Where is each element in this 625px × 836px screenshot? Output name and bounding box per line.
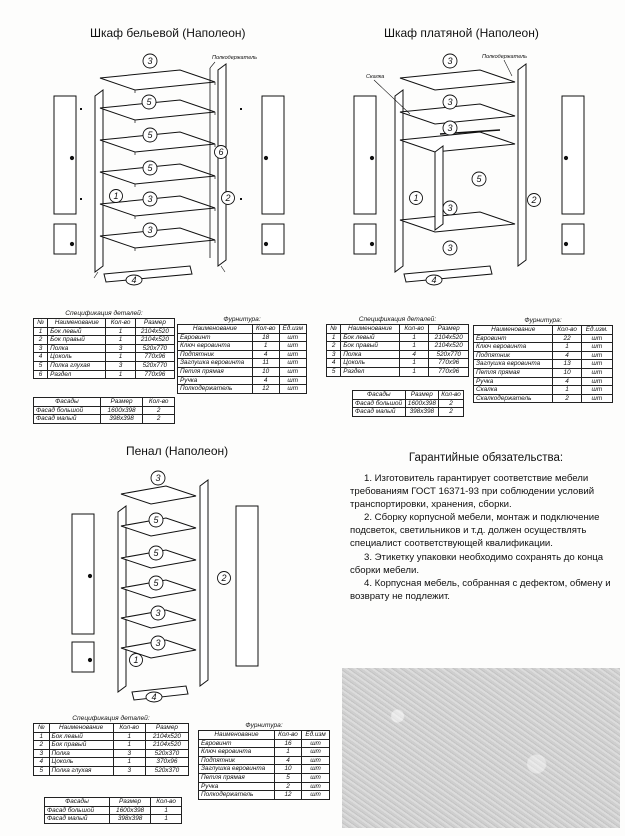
table-cell: 12 [252, 385, 279, 394]
penal-facades-table [44, 797, 182, 824]
table-cell: Ключ евровинта [199, 748, 275, 757]
table-cell: шт [279, 350, 307, 359]
column-header: Фасады [34, 398, 101, 407]
mark-2: 2 [225, 193, 231, 203]
table-row [199, 756, 330, 765]
mark-4: 4 [131, 275, 137, 285]
table-cell: 3 [113, 749, 145, 758]
table-row [178, 376, 307, 385]
table-cell: Ключ евровинта [178, 342, 253, 351]
table-cell: Бок левый [341, 333, 400, 342]
mark-5: 5 [476, 174, 482, 184]
mark-3: 3 [147, 194, 153, 204]
table-cell: Заглушка евровинта [474, 360, 553, 369]
table-header-row [353, 391, 464, 400]
table-cell: 1 [327, 333, 341, 342]
warranty-paragraph-2: 2. Сборку корпусной мебели, монтаж и подключение подсветок, светильников и т.д. должен осуществлять специалист соответствующей квалификации. [350, 512, 600, 550]
column-header: Кол-во [106, 319, 135, 328]
table-cell: шт [581, 386, 612, 395]
table-cell: 1 [34, 327, 48, 336]
table-row [45, 815, 182, 824]
table-cell: 10 [553, 368, 581, 377]
table-cell: 1 [113, 741, 145, 750]
column-header: Ед.изм. [581, 326, 612, 335]
column-header: Размер [135, 319, 174, 328]
rod-label: Скалка [366, 74, 385, 80]
warranty-paragraph-1: 1. Изготовитель гарантирует соответствие мебели требованиям ГОСТ 16371-93 при соблюдении условий транспортировки, хранения, сборки. [350, 473, 595, 511]
mark-5: 5 [153, 548, 159, 558]
holder-label: Полкодержатель [212, 55, 258, 61]
table-cell: Скалка [474, 386, 553, 395]
table-row [474, 377, 613, 386]
table-cell: Фасад малый [353, 408, 406, 417]
table-cell: шт [581, 343, 612, 352]
table-row [34, 344, 175, 353]
table-cell: 770x96 [429, 359, 469, 368]
table-cell: шт [581, 394, 612, 403]
column-header: Размер [405, 391, 438, 400]
table-cell: 520x370 [145, 749, 188, 758]
table-row [45, 806, 182, 815]
table-row [353, 399, 464, 408]
table-cell: 1 [106, 327, 135, 336]
table-cell: Подпятник [199, 756, 275, 765]
table-cell: Петля прямая [178, 367, 253, 376]
table-caption: Спецификация деталей: [72, 715, 150, 722]
table-cell: Полка [48, 344, 106, 353]
penal-spec-table [33, 715, 189, 776]
table-cell: 1 [151, 815, 182, 824]
table-cell: 4 [252, 350, 279, 359]
column-header: Наименование [178, 325, 253, 334]
table-cell: Подпятник [178, 350, 253, 359]
column-header: Кол-во [151, 798, 182, 807]
column-header: Наименование [49, 724, 113, 733]
table-cell: 1 [399, 342, 428, 351]
table-cell: шт [581, 360, 612, 369]
table-row [327, 367, 469, 376]
table-cell: шт [279, 367, 307, 376]
linen-wardrobe-drawing [40, 48, 300, 293]
table-row [34, 327, 175, 336]
table-cell: Полка [49, 749, 113, 758]
table-row [34, 766, 189, 775]
mark-3: 3 [447, 123, 453, 133]
table-cell: 13 [553, 360, 581, 369]
table-row [199, 739, 330, 748]
linen-wardrobe-title: Шкаф бельевой (Наполеон) [90, 26, 246, 40]
table-cell: 5 [274, 773, 301, 782]
table-cell: шт [279, 342, 307, 351]
table-cell: Ручка [474, 377, 553, 386]
table-cell: Ручка [178, 376, 253, 385]
table-cell: Полка глухая [48, 361, 106, 370]
mark-2: 2 [531, 195, 537, 205]
table-cell: Скалкодержатель [474, 394, 553, 403]
table-header-row [178, 325, 307, 334]
dress-hardware-table [473, 317, 613, 403]
mark-4: 4 [431, 275, 437, 285]
table-cell: Полкодержатель [178, 385, 253, 394]
table-cell: 1 [399, 359, 428, 368]
table-cell: 3 [106, 344, 135, 353]
table-cell: шт [279, 376, 307, 385]
column-header: Кол-во [439, 391, 464, 400]
table-cell: Бок правый [49, 741, 113, 750]
table-cell: шт [302, 756, 330, 765]
table-cell: шт [302, 739, 330, 748]
table-cell: шт [279, 359, 307, 368]
linen-spec-table [33, 310, 175, 379]
table-cell: Фасад малый [45, 815, 110, 824]
column-header: Кол-во [553, 326, 581, 335]
warranty-title: Гарантийные обязательства: [408, 452, 564, 464]
mark-4: 4 [151, 692, 157, 702]
table-cell: Ключ евровинта [474, 343, 553, 352]
table-cell: Заглушка евровинта [199, 765, 275, 774]
table-cell: 3 [113, 766, 145, 775]
door-small-left [54, 224, 76, 254]
table-cell: 770x96 [429, 367, 469, 376]
penal-title: Пенал (Наполеон) [126, 444, 229, 458]
mark-5: 5 [153, 578, 159, 588]
table-row [199, 773, 330, 782]
table-cell: Петля прямая [199, 773, 275, 782]
column-header: Размер [429, 325, 469, 334]
table-cell: шт [279, 333, 307, 342]
column-header: Фасады [45, 798, 110, 807]
table-cell: шт [581, 351, 612, 360]
table-header-row [327, 325, 469, 334]
table-cell: Бок левый [48, 327, 106, 336]
table-cell: 2 [143, 415, 175, 424]
table-cell: 520x370 [145, 766, 188, 775]
table-cell: 10 [274, 765, 301, 774]
mark-2: 2 [221, 573, 227, 583]
table-cell: Фасад большой [45, 806, 110, 815]
table-cell: 1 [113, 758, 145, 767]
table-cell: 6 [34, 370, 48, 379]
table-cell: Бок левый [49, 732, 113, 741]
table-cell: 1600x398 [405, 399, 438, 408]
table-row [474, 394, 613, 403]
mark-6: 6 [218, 147, 224, 157]
table-cell: Цоколь [49, 758, 113, 767]
table-row [474, 343, 613, 352]
table-cell: 2 [143, 406, 175, 415]
table-cell: 11 [252, 359, 279, 368]
dress-wardrobe-title: Шкаф платяной (Наполеон) [384, 26, 539, 40]
column-header: Наименование [341, 325, 400, 334]
table-cell: 10 [252, 367, 279, 376]
table-row [34, 353, 175, 362]
table-row [34, 361, 175, 370]
table-cell: 370x96 [145, 758, 188, 767]
table-cell: 1 [106, 370, 135, 379]
table-cell: 2104x520 [145, 732, 188, 741]
table-cell: 5 [34, 361, 48, 370]
table-cell: Фасад большой [34, 406, 101, 415]
table-cell: 520x770 [135, 361, 174, 370]
table-cell: Фасад большой [353, 399, 406, 408]
table-cell: Евровинт [199, 739, 275, 748]
table-cell: Бок правый [341, 342, 400, 351]
table-cell: 4 [252, 376, 279, 385]
table-cell: 2 [439, 408, 464, 417]
table-cell: Раздел [48, 370, 106, 379]
column-header: Размер [100, 398, 142, 407]
table-row [34, 749, 189, 758]
table-row [327, 350, 469, 359]
mark-3: 3 [147, 56, 153, 66]
table-header-row [199, 731, 330, 740]
table-cell: Евровинт [178, 333, 253, 342]
mark-5: 5 [147, 163, 153, 173]
table-caption: Спецификация деталей: [358, 316, 437, 323]
table-cell: Евровинт [474, 334, 553, 343]
dress-wardrobe-drawing [340, 48, 612, 293]
column-header: Кол-во [274, 731, 301, 740]
penal-drawing [66, 464, 286, 709]
table-cell: 3 [106, 361, 135, 370]
table-cell: 2 [274, 782, 301, 791]
column-header: № [34, 319, 48, 328]
table-cell: 4 [34, 758, 50, 767]
column-header: Кол-во [399, 325, 428, 334]
table-row [199, 765, 330, 774]
table-cell: 398x398 [405, 408, 438, 417]
column-header: Фасады [353, 391, 406, 400]
door-large-left [54, 96, 76, 214]
mark-5: 5 [147, 130, 153, 140]
table-header-row [474, 326, 613, 335]
table-cell: Петля прямая [474, 368, 553, 377]
table-cell: 520x770 [429, 350, 469, 359]
table-row [474, 386, 613, 395]
table-cell: 770x96 [135, 353, 174, 362]
table-row [474, 334, 613, 343]
table-cell: шт [302, 773, 330, 782]
table-caption: Фурнитура: [524, 317, 562, 324]
mark-3: 3 [155, 608, 161, 618]
table-row [178, 359, 307, 368]
table-cell: 1 [106, 336, 135, 345]
table-cell: 1 [252, 342, 279, 351]
column-header: Ед.изм [279, 325, 307, 334]
mark-3: 3 [447, 243, 453, 253]
mark-3: 3 [447, 56, 453, 66]
table-row [178, 385, 307, 394]
table-cell: 1 [151, 806, 182, 815]
table-cell: Подпятник [474, 351, 553, 360]
table-row [178, 350, 307, 359]
table-cell: 4 [553, 351, 581, 360]
table-row [178, 342, 307, 351]
table-cell: 398x398 [109, 815, 150, 824]
holder-label: Полкодержатель [482, 54, 528, 60]
table-row [34, 732, 189, 741]
penal-hardware-table [198, 722, 330, 800]
table-row [34, 415, 175, 424]
mark-3: 3 [155, 473, 161, 483]
linen-facades-table [33, 397, 175, 424]
table-row [178, 367, 307, 376]
table-header-row [34, 398, 175, 407]
table-row [353, 408, 464, 417]
table-cell: 3 [34, 344, 48, 353]
table-cell: 5 [34, 766, 50, 775]
table-cell: 1 [399, 333, 428, 342]
table-cell: 12 [274, 791, 301, 800]
table-row [34, 741, 189, 750]
table-caption: Спецификация деталей: [65, 310, 143, 317]
table-row [474, 351, 613, 360]
mark-1: 1 [413, 193, 419, 203]
table-cell: 2 [553, 394, 581, 403]
table-row [178, 333, 307, 342]
table-cell: Полка [341, 350, 400, 359]
table-row [34, 406, 175, 415]
table-cell: 18 [252, 333, 279, 342]
linen-hardware-table [177, 316, 307, 394]
table-cell: 1 [106, 353, 135, 362]
table-cell: 4 [327, 359, 341, 368]
column-header: Наименование [474, 326, 553, 335]
warranty-text [350, 472, 622, 603]
column-header: Размер [109, 798, 150, 807]
table-cell: 1 [553, 386, 581, 395]
table-cell: Полкодержатель [199, 791, 275, 800]
table-cell: шт [302, 791, 330, 800]
table-cell: Раздел [341, 367, 400, 376]
table-cell: 3 [34, 749, 50, 758]
table-cell: 2104x520 [429, 333, 469, 342]
table-row [34, 336, 175, 345]
table-row [327, 359, 469, 368]
table-cell: 4 [553, 377, 581, 386]
table-header-row [45, 798, 182, 807]
table-cell: шт [302, 748, 330, 757]
table-cell: 2104x520 [429, 342, 469, 351]
table-header-row [34, 319, 175, 328]
table-row [327, 342, 469, 351]
table-cell: Фасад малый [34, 415, 101, 424]
table-cell: Бок правый [48, 336, 106, 345]
table-cell: 1600x398 [109, 806, 150, 815]
table-cell: 2 [34, 336, 48, 345]
table-row [474, 368, 613, 377]
table-cell: шт [279, 385, 307, 394]
column-header: Наименование [48, 319, 106, 328]
mark-5: 5 [153, 515, 159, 525]
table-cell: Полка глухая [49, 766, 113, 775]
column-header: Кол-во [252, 325, 279, 334]
table-row [199, 791, 330, 800]
mark-5: 5 [146, 97, 152, 107]
table-cell: 16 [274, 739, 301, 748]
table-cell: Цоколь [341, 359, 400, 368]
table-cell: 2104x520 [135, 336, 174, 345]
table-row [199, 748, 330, 757]
mark-1: 1 [133, 655, 139, 665]
table-cell: шт [302, 765, 330, 774]
warranty-paragraph-3: 3. Этикетку упаковки необходимо сохранять до конца сборки мебели. [350, 551, 604, 576]
table-cell: 1 [274, 748, 301, 757]
mark-3: 3 [447, 203, 453, 213]
table-cell: 3 [327, 350, 341, 359]
table-row [34, 758, 189, 767]
table-cell: 2 [327, 342, 341, 351]
table-cell: 1 [553, 343, 581, 352]
mark-3: 3 [147, 225, 153, 235]
dress-facades-table [352, 390, 464, 417]
table-row [327, 333, 469, 342]
table-row [199, 782, 330, 791]
table-header-row [34, 724, 189, 733]
warranty-paragraph-4: 4. Корпусная мебель, собранная с дефектом, обмену и возврату не подлежит. [350, 577, 611, 602]
column-header: Размер [145, 724, 188, 733]
column-header: № [327, 325, 341, 334]
table-cell: 2104x520 [135, 327, 174, 336]
table-cell: 770x96 [135, 370, 174, 379]
table-cell: 4 [399, 350, 428, 359]
stamp-area [342, 668, 620, 828]
table-cell: шт [302, 782, 330, 791]
table-cell: 1 [399, 367, 428, 376]
mark-1: 1 [113, 191, 119, 201]
table-cell: 4 [274, 756, 301, 765]
column-header: Ед.изм [302, 731, 330, 740]
table-cell: 398x398 [100, 415, 142, 424]
table-cell: Заглушка евровинта [178, 359, 253, 368]
table-row [34, 370, 175, 379]
table-cell: шт [581, 334, 612, 343]
table-cell: Цоколь [48, 353, 106, 362]
table-cell: 520x770 [135, 344, 174, 353]
table-caption: Фурнитура: [223, 316, 261, 323]
table-cell: 4 [34, 353, 48, 362]
column-header: Кол-во [113, 724, 145, 733]
table-cell: 1600x398 [100, 406, 142, 415]
table-cell: 2 [439, 399, 464, 408]
column-header: № [34, 724, 50, 733]
column-header: Наименование [199, 731, 275, 740]
table-cell: шт [581, 377, 612, 386]
column-header: Кол-во [143, 398, 175, 407]
table-cell: 5 [327, 367, 341, 376]
table-cell: Ручка [199, 782, 275, 791]
dress-spec-table [326, 316, 469, 377]
table-cell: 1 [34, 732, 50, 741]
mark-3: 3 [155, 638, 161, 648]
table-cell: 22 [553, 334, 581, 343]
table-row [474, 360, 613, 369]
mark-3: 3 [447, 97, 453, 107]
table-cell: шт [581, 368, 612, 377]
table-cell: 1 [113, 732, 145, 741]
table-caption: Фурнитура: [245, 722, 283, 729]
table-cell: 2 [34, 741, 50, 750]
table-cell: 2104x520 [145, 741, 188, 750]
